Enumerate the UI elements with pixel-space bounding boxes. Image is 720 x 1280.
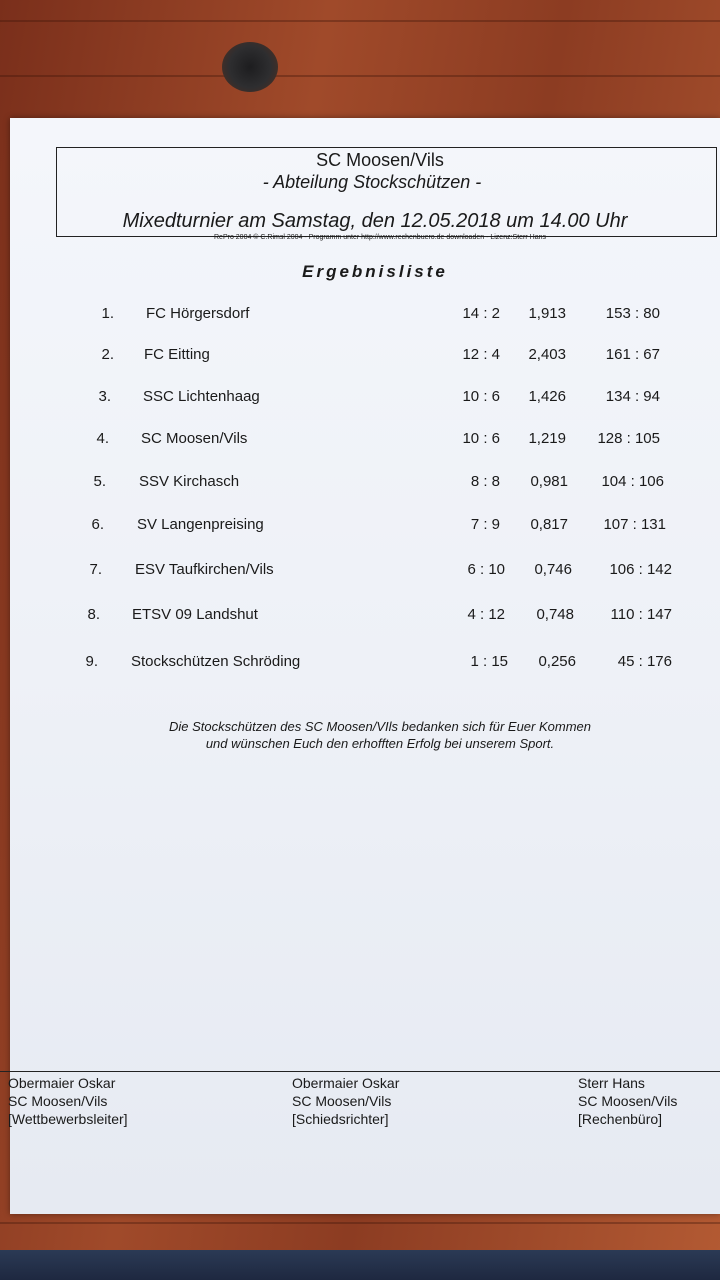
cell-team: SSV Kirchasch [139, 473, 240, 490]
cell-rank: 8. [87, 606, 100, 623]
signature-name: Obermaier Oskar [8, 1075, 116, 1091]
cell-quotient: 0,817 [530, 516, 568, 533]
wood-grain [0, 1222, 720, 1224]
table-row [0, 606, 720, 626]
cell-rank: 7. [89, 561, 102, 578]
cell-team: SV Langenpreising [137, 516, 264, 533]
club-title: SC Moosen/Vils [316, 150, 444, 170]
frame-right-line [716, 147, 717, 237]
cell-rank: 2. [101, 346, 114, 363]
closing-line: Die Stockschützen des SC Moosen/VIls bedanken sich für Euer Kommen [169, 719, 591, 734]
wood-grain [0, 20, 720, 22]
cell-quotient: 0,748 [536, 606, 574, 623]
floor [0, 1250, 720, 1280]
cell-rank: 1. [101, 305, 114, 322]
table-row [0, 561, 720, 581]
cell-stock: 153 : 80 [605, 305, 660, 322]
cell-rank: 3. [98, 388, 111, 405]
cell-team: FC Hörgersdorf [146, 305, 250, 322]
table-row [0, 346, 720, 366]
signature-role: [Schiedsrichter] [292, 1111, 389, 1127]
cell-stock: 161 : 67 [605, 346, 660, 363]
signature-competition-leader [8, 1074, 128, 1128]
cell-quotient: 1,219 [528, 430, 566, 447]
closing-message [120, 718, 640, 752]
cell-stock: 45 : 176 [617, 653, 672, 670]
cell-team: Stockschützen Schröding [131, 653, 301, 670]
table-knot [222, 42, 278, 92]
signature-name: Obermaier Oskar [292, 1075, 400, 1091]
cell-points: 1 : 15 [470, 653, 508, 670]
cell-quotient: 0,746 [534, 561, 572, 578]
signature-club: SC Moosen/Vils [578, 1093, 678, 1109]
cell-team: ETSV 09 Landshut [132, 606, 258, 623]
cell-rank: 4. [96, 430, 109, 447]
signature-club: SC Moosen/Vils [8, 1093, 108, 1109]
department-title: - Abteilung Stockschützen - [262, 172, 482, 192]
cell-points: 10 : 6 [462, 430, 500, 447]
cell-rank: 5. [93, 473, 106, 490]
cell-quotient: 1,426 [528, 388, 566, 405]
cell-quotient: 2,403 [528, 346, 566, 363]
table-row [0, 430, 720, 450]
cell-stock: 104 : 106 [601, 473, 664, 490]
table-row [0, 305, 720, 325]
table-row [0, 653, 720, 673]
table-row [0, 388, 720, 408]
cell-team: ESV Taufkirchen/Vils [135, 561, 274, 578]
signature-role: [Wettbewerbsleiter] [8, 1111, 128, 1127]
software-credits: RePro 2004 © C.Rimsl 2004 - Programm unter http://www.rechenbuero.de downloaden - Lizenz:Sterr Hans [214, 234, 546, 241]
signature-club: SC Moosen/Vils [292, 1093, 392, 1109]
signature-role: [Rechenbüro] [578, 1111, 663, 1127]
cell-points: 6 : 10 [467, 561, 505, 578]
cell-points: 7 : 9 [470, 516, 500, 533]
cell-quotient: 1,913 [528, 305, 566, 322]
cell-quotient: 0,256 [538, 653, 576, 670]
cell-team: SC Moosen/Vils [141, 430, 248, 447]
signature-name: Sterr Hans [578, 1075, 645, 1091]
cell-stock: 128 : 105 [597, 430, 660, 447]
cell-points: 4 : 12 [467, 606, 505, 623]
event-title: Mixedturnier am Samstag, den 12.05.2018 um 14.00 Uhr [122, 210, 628, 232]
cell-rank: 6. [91, 516, 104, 533]
table-row [0, 516, 720, 536]
cell-team: SSC Lichtenhaag [143, 388, 260, 405]
cell-rank: 9. [85, 653, 98, 670]
cell-team: FC Eitting [144, 346, 210, 363]
signature-line [0, 1071, 720, 1072]
cell-stock: 134 : 94 [605, 388, 660, 405]
cell-points: 8 : 8 [470, 473, 500, 490]
frame-top-line [56, 147, 716, 148]
cell-quotient: 0,981 [530, 473, 568, 490]
cell-points: 12 : 4 [462, 346, 500, 363]
signature-referee [292, 1074, 399, 1128]
wood-grain [0, 75, 720, 77]
cell-points: 10 : 6 [462, 388, 500, 405]
cell-points: 14 : 2 [462, 305, 500, 322]
cell-stock: 106 : 142 [609, 561, 672, 578]
signature-computing-office [578, 1074, 677, 1128]
closing-line: und wünschen Euch den erhofften Erfolg bei unserem Sport. [205, 736, 555, 751]
cell-stock: 110 : 147 [610, 606, 672, 623]
list-heading: Ergebnisliste [302, 262, 448, 281]
cell-stock: 107 : 131 [603, 516, 666, 533]
frame-left-line [56, 147, 57, 237]
table-row [0, 473, 720, 493]
